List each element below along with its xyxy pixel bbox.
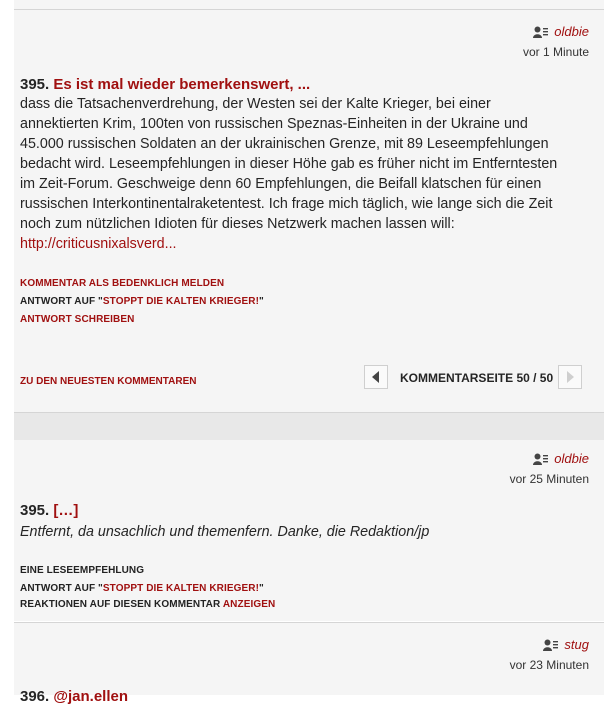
reply-to-suffix: "	[259, 296, 264, 307]
recommend-count: EINE LESEEMPFEHLUNG	[20, 565, 145, 576]
section-gap	[14, 413, 604, 440]
prev-page-button[interactable]	[364, 365, 388, 389]
comment-body: Entfernt, da unsachlich und themenfern. Danke, die Redaktion/jp	[20, 524, 430, 540]
comment-text: dass die Tatsachenverdrehung, der Westen sei der Kalte Krieger, bei einer annektierten Krim, 100ten von russischen Speznas-Einheiten in der Ukraine und 45.000 russischen Soldaten an der ukrainischen Grenze, mit 89 Leseempfehlungen bedacht wird. Leseempfehlungen in dieser Höhe gab es früher nicht im Entferntesten im Zeit-Forum. Geschweige denn 60 Empfehlungen, die Beifall klatschen für einen russischen Interkontinentalraketentest. Ich frage mich täglich, wie lange sich die Zeit noch zum nützlichen Idioten für dieses Netzwerk machen lassen will:	[20, 96, 558, 232]
report-link[interactable]: KOMMENTAR ALS BEDENKLICH MELDEN	[20, 278, 225, 289]
comment-heading	[20, 76, 310, 93]
comment-timestamp: vor 1 Minute	[522, 45, 589, 59]
user-icon	[533, 453, 548, 465]
author-name[interactable]: stug	[564, 637, 589, 652]
comment-number: 395.	[20, 76, 50, 93]
comment-timestamp: vor 23 Minuten	[509, 658, 589, 672]
comment-author[interactable]	[543, 637, 589, 652]
chevron-left-icon	[372, 371, 380, 383]
comment-author[interactable]	[533, 24, 589, 39]
comment-heading	[20, 502, 78, 519]
reply-to-suffix: "	[259, 583, 264, 594]
comment-link[interactable]: http://criticusnixalsverd...	[20, 236, 177, 252]
comment-timestamp: vor 25 Minuten	[509, 472, 589, 486]
author-name[interactable]: oldbie	[554, 451, 589, 466]
chevron-right-icon	[566, 371, 574, 383]
reply-to-prefix: ANTWORT AUF "	[20, 296, 103, 307]
comment-body	[20, 94, 565, 254]
reactions-label: REAKTIONEN AUF DIESEN KOMMENTAR	[20, 599, 223, 610]
comment-number: 396.	[20, 688, 50, 705]
reply-to-link[interactable]: STOPPT DIE KALTEN KRIEGER!	[102, 296, 260, 307]
comment-title[interactable]: @jan.ellen	[53, 688, 129, 705]
show-reactions-link[interactable]: ANZEIGEN	[222, 599, 276, 610]
comment-title[interactable]: […]	[53, 502, 79, 519]
comment-title[interactable]: Es ist mal wieder bemerkenswert, ...	[53, 76, 311, 93]
divider	[14, 9, 604, 10]
page-indicator: KOMMENTARSEITE 50 / 50	[400, 371, 554, 385]
newest-comments-link[interactable]: ZU DEN NEUESTEN KOMMENTAREN	[20, 376, 197, 387]
comment-number: 395.	[20, 502, 50, 519]
comment-heading	[20, 688, 128, 705]
user-icon	[543, 639, 558, 651]
reply-to	[20, 583, 264, 594]
reply-to-link[interactable]: STOPPT DIE KALTEN KRIEGER!	[102, 583, 260, 594]
comment-author[interactable]	[533, 451, 589, 466]
next-page-button[interactable]	[558, 365, 582, 389]
reply-to	[20, 296, 264, 307]
author-name[interactable]: oldbie	[554, 24, 589, 39]
user-icon	[533, 26, 548, 38]
reactions-line	[20, 599, 275, 610]
reply-to-prefix: ANTWORT AUF "	[20, 583, 103, 594]
write-reply-link[interactable]: ANTWORT SCHREIBEN	[20, 314, 135, 325]
